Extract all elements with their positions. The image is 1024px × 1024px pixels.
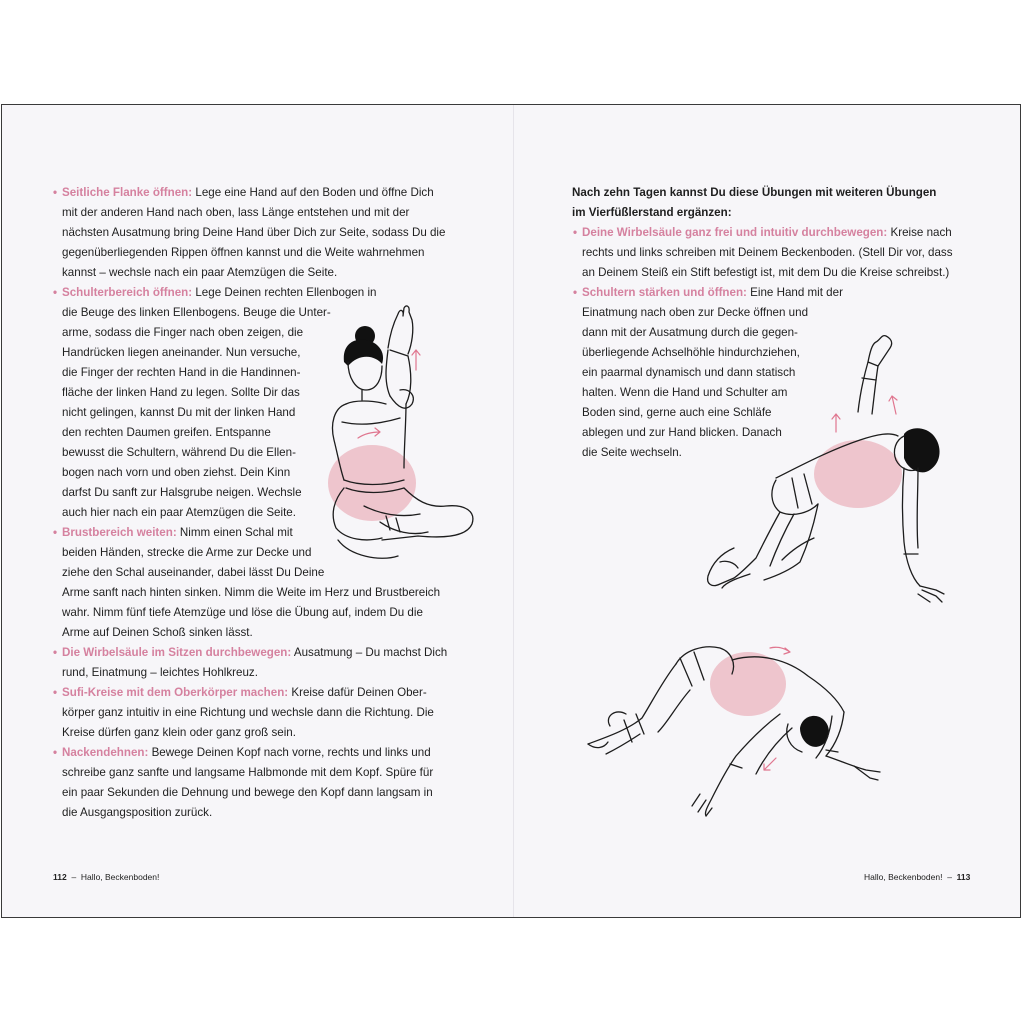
right-section-schultern: • Schultern stärken und öffnen: Eine Hand mit der Einatmung nach oben zur Decke öffnen und dann mit der Ausatmung durch die gegen- überliegende Achselhöhle hindurchziehen, ein paarmal dynamisch und dann statisch halten. Wenn die Hand und Schulter am Boden sind, gerne auch eine Schläfe ablegen und zur Hand blicken. Danach die Seite wechseln. bbox=[582, 283, 843, 463]
right-intro: Nach zehn Tagen kannst Du diese Übungen mit weiteren Übungen im Vierfüßlerstand ergänzen: bbox=[572, 186, 937, 219]
pink-arrow bbox=[358, 428, 380, 438]
left-section-wirbelsaeule-sitzen: • Die Wirbelsäule im Sitzen durchbewegen: Ausatmung – Du machst Dich rund, Einatmung – leichtes Hohlkreuz. bbox=[62, 643, 447, 683]
pink-arrow bbox=[412, 350, 420, 370]
bullet-dot: • bbox=[53, 526, 58, 539]
running-title: Hallo, Beckenboden! bbox=[864, 872, 943, 882]
right-section-wirbelsaeule-frei: • Deine Wirbelsäule ganz frei und intuitiv durchbewegen: Kreise nach rechts und links schreiben mit Deinem Beckenboden. (Stell Dir vor, dass an Deinem Steiß ein Stift befestigt ist, mit dem Du die Kreise schreibst.) bbox=[582, 223, 953, 283]
left-section-sufi-kreise: • Sufi-Kreise mit dem Oberkörper machen: Kreise dafür Deinen Ober- körper ganz intuitiv in eine Richtung und wechsle dann die Richtung. Die Kreise dürfen ganz klein oder ganz groß sein. bbox=[62, 683, 434, 743]
page-number: 112 bbox=[53, 872, 67, 882]
page-number: 113 bbox=[956, 872, 971, 882]
quadruped-thread-needle-illustration bbox=[580, 630, 890, 820]
pelvis-highlight bbox=[710, 652, 786, 716]
pink-arrow bbox=[832, 414, 840, 432]
page-gutter bbox=[513, 105, 514, 917]
bullet-dot: • bbox=[53, 686, 58, 699]
pink-arrow bbox=[770, 647, 790, 654]
left-section-schulterbereich: • Schulterbereich öffnen: Lege Deinen rechten Ellenbogen in die Beuge des linken Ellenbogens. Beuge die Unter- arme, sodass die Finger nach oben zeigen, die Handrücken liegen aneinander. Nun versuche, die Finger der rechten Hand in die Handinnen- fläche der linken Hand zu legen. Sollte Dir das nicht gelingen, kannst Du mit der linken Hand den rechten Daumen greifen. Entspanne bewusst die Schultern, während Du die Ellen- bogen nach vorn und oben ziehst. Dein Kinn darfst Du sanft zur Halsgrube neigen. Wechsle auch hier nach ein paar Atemzügen die Seite. bbox=[62, 283, 377, 523]
running-title: Hallo, Beckenboden! bbox=[80, 872, 160, 882]
pink-arrow bbox=[889, 396, 897, 414]
bullet-dot: • bbox=[573, 226, 578, 239]
pink-arrow bbox=[764, 758, 776, 770]
bullet-dot: • bbox=[53, 746, 58, 759]
quadruped-arm-up-illustration bbox=[690, 318, 955, 608]
left-footer: 112 – Hallo, Beckenboden! bbox=[53, 872, 160, 882]
bullet-dot: • bbox=[53, 286, 58, 299]
bullet-dot: • bbox=[53, 646, 58, 659]
left-section-brustbereich: • Brustbereich weiten: Nimm einen Schal mit beiden Händen, strecke die Arme zur Decke und ziehe den Schal auseinander, dabei lässt Du Deine Arme sanft nach hinten sinken. Nimm die Weite im Herz und Brustbereich wahr. Nimm fünf tiefe Atemzüge und löse die Übung auf, indem Du die Arme auf Deinen Schoß sinken lässt. bbox=[62, 523, 440, 643]
right-footer: Hallo, Beckenboden! – 113 bbox=[864, 872, 971, 882]
bullet-dot: • bbox=[573, 286, 578, 299]
bullet-dot: • bbox=[53, 186, 58, 199]
left-section-nackendehnen: • Nackendehnen: Bewege Deinen Kopf nach vorne, rechts und links und schreibe ganz sanfte und langsame Halbmonde mit dem Kopf. Spüre für ein paar Sekunden die Dehnung und bewege den Kopf dann langsam in die Ausgangsposition zurück. bbox=[62, 743, 433, 823]
left-section-seitliche-flanke: • Seitliche Flanke öffnen: Lege eine Hand auf den Boden und öffne Dich mit der anderen Hand nach oben, lass Länge entstehen und mit der nächsten Ausatmung bring Deine Hand über Dich zur Seite, sodass Du die gegenüberliegenden Rippen öffnen kannst und die Weite wahrnehmen kannst – wechsle nach ein paar Atemzügen die Seite. bbox=[62, 183, 445, 283]
seated-eagle-arms-illustration bbox=[320, 300, 485, 570]
pelvis-highlight bbox=[814, 440, 902, 508]
